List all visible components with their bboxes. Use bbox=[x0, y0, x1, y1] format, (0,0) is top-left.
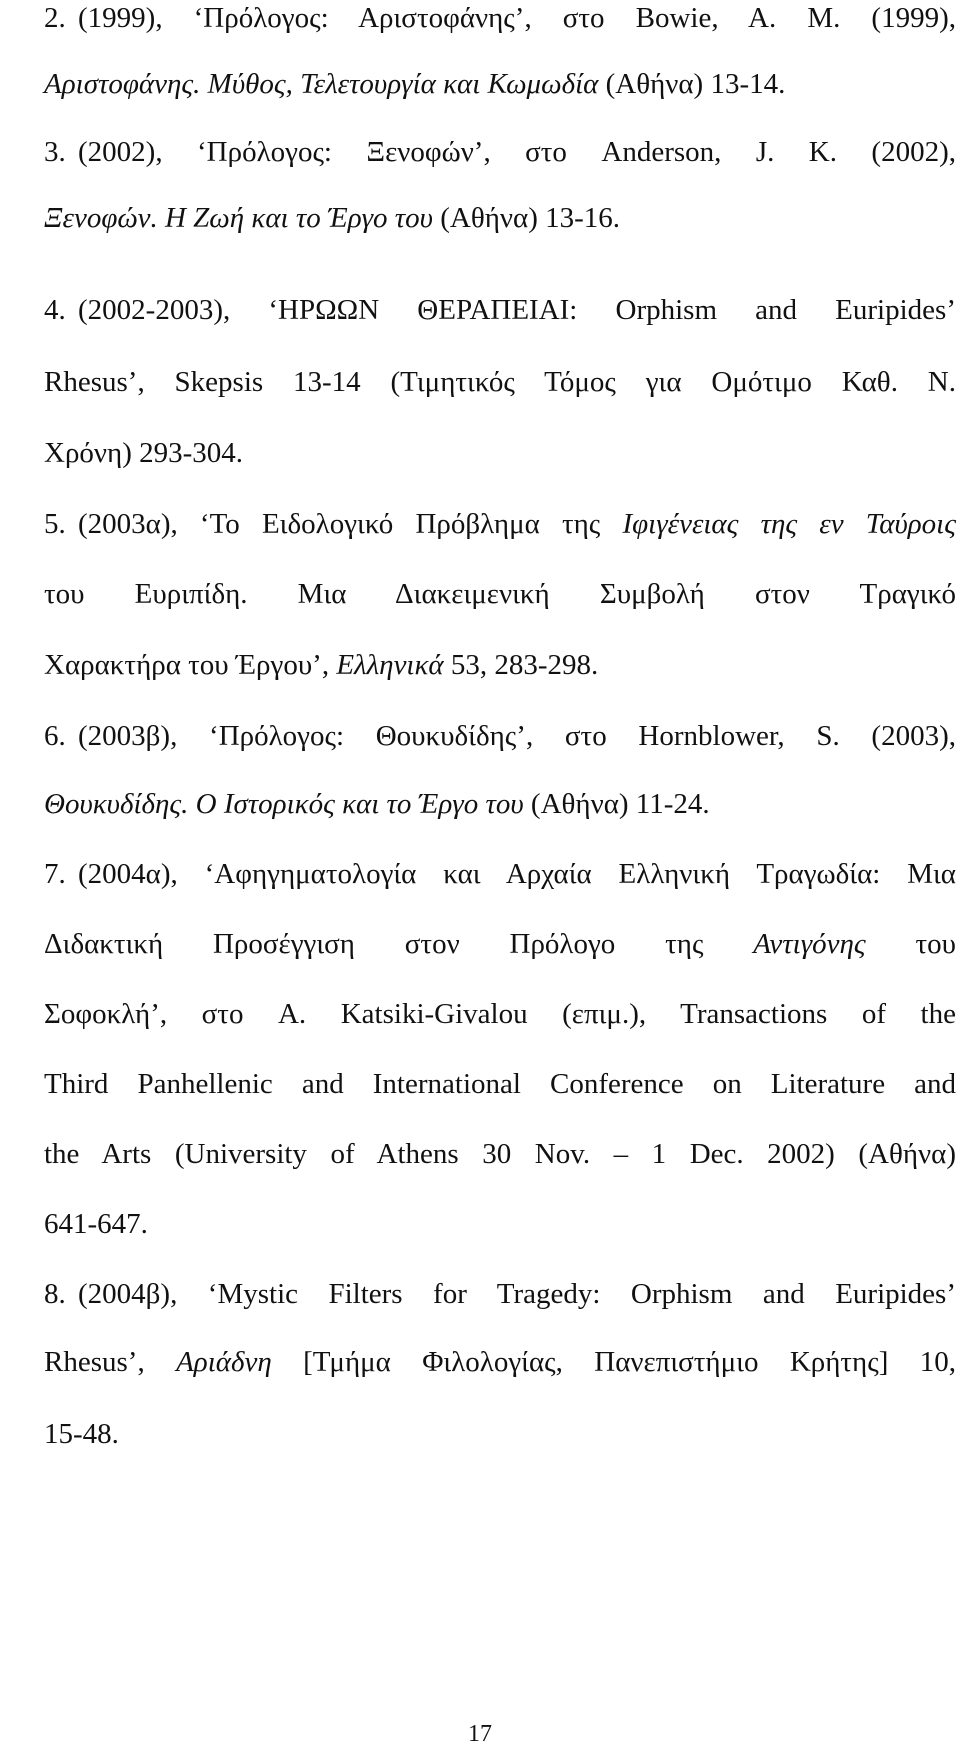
book-title: Ξενοφών. Η Ζωή και το Έργο του bbox=[44, 202, 433, 234]
entry-text: (2004β), ‘Mystic Filters for Tragedy: Orphism and Euripides’ bbox=[78, 1278, 956, 1310]
entry-text: (2003α), ‘Το Ειδολογικό Πρόβλημα της bbox=[78, 508, 623, 540]
entry-5-line-1 bbox=[44, 510, 956, 539]
entry-number: 2. bbox=[44, 2, 66, 34]
entry-7-line-5 bbox=[44, 1140, 956, 1169]
work-title: Αντιγόνης bbox=[753, 928, 866, 960]
entry-8-line-2 bbox=[44, 1348, 956, 1377]
entry-text: Χαρακτήρα του Έργου’, bbox=[44, 649, 337, 681]
entry-4-line-1 bbox=[44, 296, 956, 325]
entry-text: (Αθήνα) 13-14. bbox=[598, 68, 786, 100]
entry-4-line-2 bbox=[44, 368, 956, 397]
book-title: Αριστοφάνης. Μύθος, Τελετουργία και Κωμωδία bbox=[44, 68, 599, 100]
entry-3-line-1 bbox=[44, 138, 956, 167]
entry-text: (Αθήνα) 13-16. bbox=[432, 202, 621, 234]
entry-number: 8. bbox=[44, 1278, 66, 1310]
entry-text: [Τμήμα Φιλολογίας, Πανεπιστήμιο Κρήτης] 10, bbox=[271, 1346, 956, 1378]
journal-title: Ελληνικά bbox=[336, 649, 444, 681]
entry-text: Χρόνη) 293-304. bbox=[44, 437, 244, 469]
entry-5-line-3 bbox=[44, 651, 598, 680]
entry-6-line-2 bbox=[44, 790, 710, 819]
entry-4-line-3 bbox=[44, 439, 243, 468]
book-title: Θουκυδίδης. Ο Ιστορικός και το Έργο του bbox=[44, 788, 524, 820]
entry-number: 3. bbox=[44, 136, 66, 168]
entry-number: 6. bbox=[44, 720, 66, 752]
entry-text: Σοφοκλή’, στο A. Katsiki-Givalou (επιμ.), Transactions of the bbox=[44, 998, 956, 1030]
entry-7-line-3 bbox=[44, 1000, 956, 1029]
entry-text: the Arts (University of Athens 30 Nov. – 1 Dec. 2002) (Αθήνα) bbox=[44, 1138, 956, 1170]
entry-8-line-1 bbox=[44, 1280, 956, 1309]
entry-text: (2002-2003), ‘ΗΡΩΩΝ ΘΕΡΑΠΕΙΑΙ: Orphism and Euripides’ bbox=[78, 294, 956, 326]
entry-text: 53, 283-298. bbox=[443, 649, 599, 681]
entry-text: Διδακτική Προσέγγιση στον Πρόλογο της bbox=[44, 928, 754, 960]
entry-7-line-4 bbox=[44, 1070, 956, 1099]
entry-number: 4. bbox=[44, 294, 66, 326]
entry-7-line-6 bbox=[44, 1210, 148, 1239]
entry-text: Rhesus’, bbox=[44, 1346, 177, 1378]
entry-7-line-2 bbox=[44, 930, 956, 959]
work-title: Ιφιγένειας της εν Ταύροις bbox=[622, 508, 957, 540]
entry-text: 641-647. bbox=[44, 1208, 148, 1240]
entry-text: (Αθήνα) 11-24. bbox=[523, 788, 710, 820]
journal-title: Αριάδνη bbox=[176, 1346, 272, 1378]
entry-text: Third Panhellenic and International Conference on Literature and bbox=[44, 1068, 956, 1100]
entry-text: του Ευριπίδη. Μια Διακειμενική Συμβολή στον Τραγικό bbox=[44, 578, 956, 610]
entry-6-line-1 bbox=[44, 722, 956, 751]
entry-number: 7. bbox=[44, 858, 66, 890]
entry-2-line-1 bbox=[44, 4, 956, 33]
entry-7-line-1 bbox=[44, 860, 956, 889]
entry-text: (2004α), ‘Αφηγηματολογία και Αρχαία Ελληνική Τραγωδία: Μια bbox=[78, 858, 956, 890]
entry-2-line-2 bbox=[44, 70, 785, 99]
entry-text: του bbox=[865, 928, 957, 960]
entry-5-line-2 bbox=[44, 580, 956, 609]
page-number: 17 bbox=[468, 1721, 492, 1747]
entry-text: (1999), ‘Πρόλογος: Αριστοφάνης’, στο Bowie, A. M. (1999), bbox=[78, 2, 956, 34]
entry-text: 15-48. bbox=[44, 1418, 119, 1450]
entry-text: Rhesus’, Skepsis 13-14 (Τιμητικός Τόμος για Ομότιμο Καθ. Ν. bbox=[44, 366, 956, 398]
entry-text: (2002), ‘Πρόλογος: Ξενοφών’, στο Anderson, J. K. (2002), bbox=[78, 136, 956, 168]
entry-text: (2003β), ‘Πρόλογος: Θουκυδίδης’, στο Hornblower, S. (2003), bbox=[78, 720, 956, 752]
entry-number: 5. bbox=[44, 508, 66, 540]
entry-3-line-2 bbox=[44, 204, 620, 233]
entry-8-line-3 bbox=[44, 1420, 119, 1449]
